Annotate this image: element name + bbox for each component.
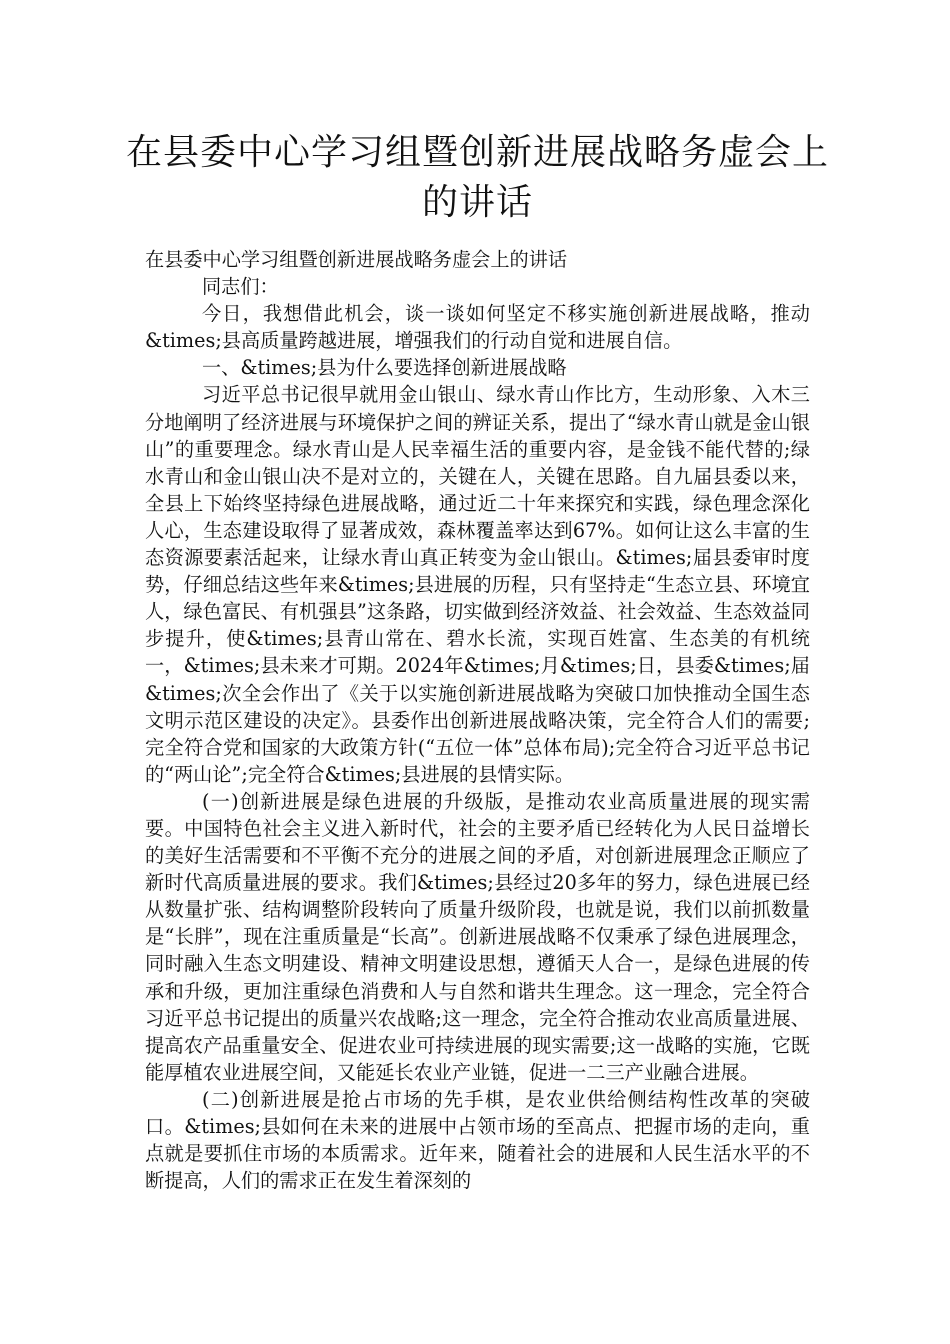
salutation: 同志们： [202,275,279,299]
paragraph-intro: 今日，我想借此机会，谈一谈如何坚定不移实施创新进展战略，推动&times;县高质量跨越进展，增强我们的行动自觉和进展自信。 [145,302,810,353]
paragraph-point-2: (二)创新进展是抢占市场的先手棋，是农业供给侧结构性改革的突破口。&times;县如何在未来的进展中占领市场的至高点、把握市场的走向，重点就是要抓住市场的本质需求。近年来，随着社会的进展和人民生活水平的不断提高，人们的需求正在发生着深刻的 [145,1087,810,1193]
document-subtitle: 在县委中心学习组暨创新进展战略务虚会上的讲话 [145,248,568,271]
section-heading-1: 一、&times;县为什么要选择创新进展战略 [202,356,567,380]
document-title: 在县委中心学习组暨创新进展战略务虚会上的讲话 [125,132,829,223]
paragraph-section-1: 习近平总书记很早就用金山银山、绿水青山作比方，生动形象、入木三分地阐明了经济进展与环境保护之间的辨证关系，提出了“绿水青山就是金山银山”的重要理念。绿水青山是人民幸福生活的重要内容，是金钱不能代替的;绿水青山和金山银山决不是对立的，关键在人，关键在思路。自九届县委以来，全县上下始终坚持绿色进展战略，通过近二十年来探究和实践，绿色理念深化人心，生态建设取得了显著成效，森林覆盖率达到67%。如何让这么丰富的生态资源要素活起来，让绿水青山真正转变为金山银山。&times;届县委审时度势，仔细总结这些年来&times;县进展的历程，只有坚持走“生态立县、环境宜人，绿色富民、有机强县”这条路，切实做到经济效益、社会效益、生态效益同步提升，使&times;县青山常在、碧水长流，实现百姓富、生态美的有机统一，&times;县未来才可期。2024年&times;月&times;日，县委&times;届&times;次全会作出了《关于以实施创新进展战略为突破口加快推动全国生态文明示范区建设的决定》。县委作出创新进展战略决策，完全符合人们的需要;完全符合党和国家的大政策方针(“五位一体”总体布局);完全符合习近平总书记的“两山论”;完全符合&times;县进展的县情实际。 [145,383,810,786]
document-body [145,246,810,1194]
paragraph-point-1: (一)创新进展是绿色进展的升级版，是推动农业高质量进展的现实需要。中国特色社会主义进入新时代，社会的主要矛盾已经转化为人民日益增长的美好生活需要和不平衡不充分的进展之间的矛盾，对创新进展理念正顺应了新时代高质量进展的要求。我们&times;县经过20多年的努力，绿色进展已经从数量扩张、结构调整阶段转向了质量升级阶段，也就是说，我们以前抓数量是“长胖”，现在注重质量是“长高”。创新进展战略不仅秉承了绿色进展理念，同时融入生态文明建设、精神文明建设思想，遵循天人合一，是绿色进展的传承和升级，更加注重绿色消费和人与自然和谐共生理念。这一理念，完全符合习近平总书记提出的质量兴农战略;这一理念，完全符合推动农业高质量进展、提高农产品重量安全、促进农业可持续进展的现实需要;这一战略的实施，它既能厚植农业进展空间，又能延长农业产业链，促进一二三产业融合进展。 [145,789,810,1084]
